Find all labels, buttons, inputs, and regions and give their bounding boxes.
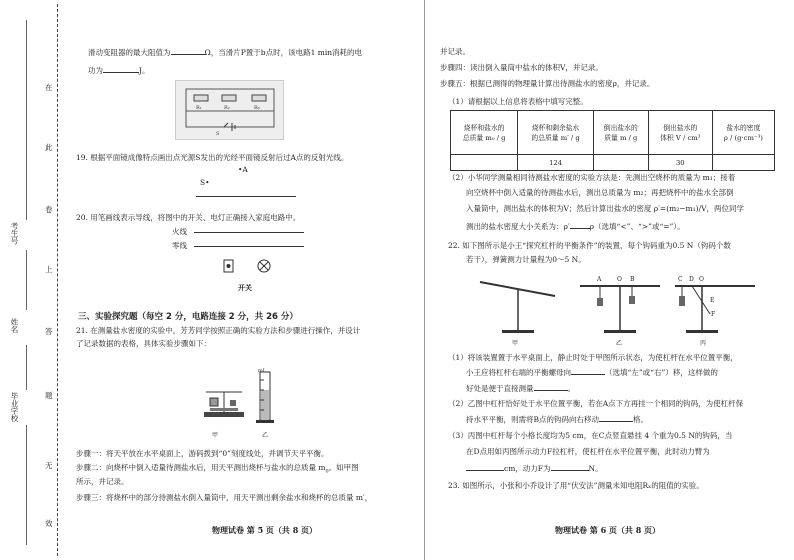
data-table (450, 110, 775, 171)
q21-line1: 21. 在测量盐水密度的实验中，芳芳同学按照正确的实验方法和步骤进行操作，并设计 (76, 326, 361, 335)
lever-letter: F (711, 311, 716, 318)
field-school: 毕业学校 (10, 392, 19, 422)
binding-char: 此 (45, 143, 53, 152)
q18-line2: 功为 J。 (88, 66, 150, 75)
margin-line-bottom (26, 425, 27, 545)
step3: 步骤三：将烧杯中的部分待测盐水倒入量筒中，用天平测出剩余盐水和烧杯的总质量 m′， (76, 493, 373, 502)
table-cell-m[interactable] (593, 155, 648, 171)
q22-a1-line1: （1）将该装置置于水平桌面上，静止时处于甲图所示状态，为使杠杆在水平位置平衡， (448, 353, 738, 362)
zero-wire-label: 零线 (172, 241, 187, 250)
step5: 步骤五：根据已测得的物理量计算出待测盐水的密度ρ，并记录。 (440, 79, 655, 88)
table-header: 烧杯和剩余盐水 的总质量 m′ / g (518, 111, 593, 155)
weight-icon (230, 400, 236, 406)
circuit-label: R₂ (224, 105, 230, 111)
circuit-figure (175, 80, 284, 140)
table-header: 倒出盐水的 体积 V / cm³ (648, 111, 712, 155)
binding-dashed-line (57, 4, 58, 556)
q22-a1-line2: 小王应将杠杆右端的平衡螺母向 （选填“左”或“右”）移，这样做的 (466, 368, 718, 377)
q21-part2-line4: 测出的盐水密度大小关系为：ρ′ ρ（选填“<”、“>”或“=”）。 (466, 222, 685, 231)
margin-line-top (26, 20, 27, 220)
binding-char: 在 (45, 83, 53, 92)
fire-wire (194, 232, 304, 233)
circuit-label: R₁ (196, 105, 202, 111)
binding-char: 卷 (45, 205, 53, 214)
q21-line2: 了记录数据的表格，具体实验步骤如下： (76, 339, 211, 348)
q22-a3-line3: cm，动力F为 N。 (466, 462, 603, 474)
page-divider (424, 0, 425, 560)
lever-letter: A (597, 276, 602, 283)
margin-line-mid2 (26, 345, 27, 390)
binding-char: 效 (45, 519, 53, 528)
q19-text: 19. 根据平面镜成像特点画出点光源S发出的光经平面镜反射后过A点的反射光线。 (76, 153, 349, 162)
q22-a3-line2: 在D点用如丙图所示动力F拉杠杆，使杠杆在水平位置平衡，此时动力臂为 (466, 447, 710, 456)
lever-figures (470, 272, 770, 340)
q21-part2-line3: 入量筒中，测出盐水的体积为V；然后计算出盐水的密度 ρ′=(m₂−m₁)/V，两位同学 (466, 204, 745, 213)
q22-line2: 若干），弹簧测力计量程为0～5 N。 (466, 255, 586, 264)
fig-yi-label: 乙 (262, 432, 269, 439)
q22-a2-line2: 持水平平衡，则需将B点的钩码向右移动 格。 (466, 415, 649, 424)
left-page-footer: 物理试卷 第 5 页（共 8 页） (212, 525, 318, 535)
balance-base (204, 412, 244, 417)
q18-line1: 滑动变阻器的最大阻值为 Ω，当滑片P置于b点时，该电路1 min消耗的电 (88, 48, 363, 57)
section3-title: 三、实验探究题（每空 2 分，电路连接 2 分，共 26 分） (78, 312, 298, 322)
circuit-diagram (176, 81, 283, 139)
binding-char: 答 (45, 327, 53, 336)
switch-label: 开关 (238, 283, 252, 292)
q23-text: 23. 如图所示，小张和小乔设计了用“伏安法”测量未知电阻Rₓ的阻值的实验。 (448, 481, 704, 490)
step3-cont: 并记录。 (440, 47, 470, 56)
table-cell-m-prime: 124 (518, 155, 593, 171)
table-header: 倒出盐水的 质量 m / g (593, 111, 648, 155)
beaker-icon (210, 398, 218, 406)
table-cell-v: 30 (648, 155, 712, 171)
q22-line1: 22. 如下图所示是小王“探究杠杆的平衡条件”的装置，每个钩码重为0.5 N（钩码个数 (448, 241, 731, 250)
q19-point-A: •A (238, 165, 248, 174)
step4: 步骤四：读出倒入量筒中盐水的体积V，并记录。 (440, 63, 603, 72)
lever-letter: B (630, 276, 635, 283)
table-cell-rho[interactable] (712, 155, 774, 171)
fig-label-yi: 乙 (616, 340, 623, 347)
circuit-label: R₃ (254, 105, 260, 111)
field-name: 姓名 (10, 318, 19, 333)
zero-wire (194, 246, 304, 247)
step2: 步骤二：向烧杯中倒入适量待测盐水后，用天平测出烧杯与盐水的总质量 $m_0$。如甲图 (76, 463, 359, 475)
fig-label-jia: 甲 (512, 340, 519, 347)
q21-part2-line1: （2）小华同学测量相同待测盐水密度的实验方法是：先测出空烧杯的质量为 m₁；接着 (448, 173, 736, 182)
table-cell-m0[interactable] (451, 155, 518, 171)
q19-point-S: S• (200, 178, 210, 187)
margin-line-mid1 (26, 250, 27, 310)
fig-label-bing: 丙 (700, 340, 707, 347)
balance-cylinder-figure (200, 370, 290, 432)
cylinder-unit: mL (258, 368, 267, 374)
lever-letter: O (699, 276, 704, 283)
step1: 步骤一：将天平放在水平桌面上，游码拨到“0”刻度线处，并调节天平平衡。 (76, 449, 329, 458)
fire-wire-label: 火线 (172, 227, 187, 236)
circuit-label: S (216, 131, 220, 137)
right-page-footer: 物理试卷 第 6 页（共 8 页） (555, 525, 661, 535)
table-header: 烧杯和盐水的 总质量 m₀ / g (451, 111, 518, 155)
fig-jia-label: 甲 (212, 432, 219, 439)
lever-fig-yi (580, 276, 660, 333)
field-student-id: 考生号 (10, 222, 19, 245)
q22-a1-line3: 好处是便于直接测量 。 (466, 384, 575, 393)
mirror-line (196, 196, 296, 197)
lever-letter: E (710, 297, 715, 304)
q20-text: 20. 用笔画线表示导线，将图中的开关、电灯正确接入家庭电路中。 (76, 213, 301, 222)
lever-letter: O (617, 276, 622, 283)
lever-letter: D (689, 276, 694, 283)
lever-fig-jia (480, 282, 555, 333)
q22-a2-line1: （2）乙图中杠杆恰好处于水平位置平衡，若在A点下方再挂一个相同的钩码，为使杠杆保 (448, 399, 744, 408)
q22-a3-line1: （3）丙图中杠杆每个小格长度均为5 cm，在C点竖直悬挂 4 个重为0.5 N的钩码，当 (448, 431, 733, 440)
step2-cont: 所示，并记录。 (76, 477, 129, 486)
lever-fig-bing (675, 276, 755, 333)
binding-char: 上 (45, 265, 53, 274)
binding-char: 题 (45, 391, 53, 400)
lever-letter: C (678, 276, 683, 283)
table-header: 盐水的密度 ρ / (g·cm⁻³) (712, 111, 774, 155)
binding-char: 无 (45, 461, 53, 470)
q21-part1: （1）请根据以上信息将表格中填写完整。 (448, 97, 588, 106)
q21-part2-line2: 向空烧杯中倒入适量的待测盐水后，测出总质量为 m₂；再把烧杯中的盐水全部倒 (466, 188, 734, 197)
